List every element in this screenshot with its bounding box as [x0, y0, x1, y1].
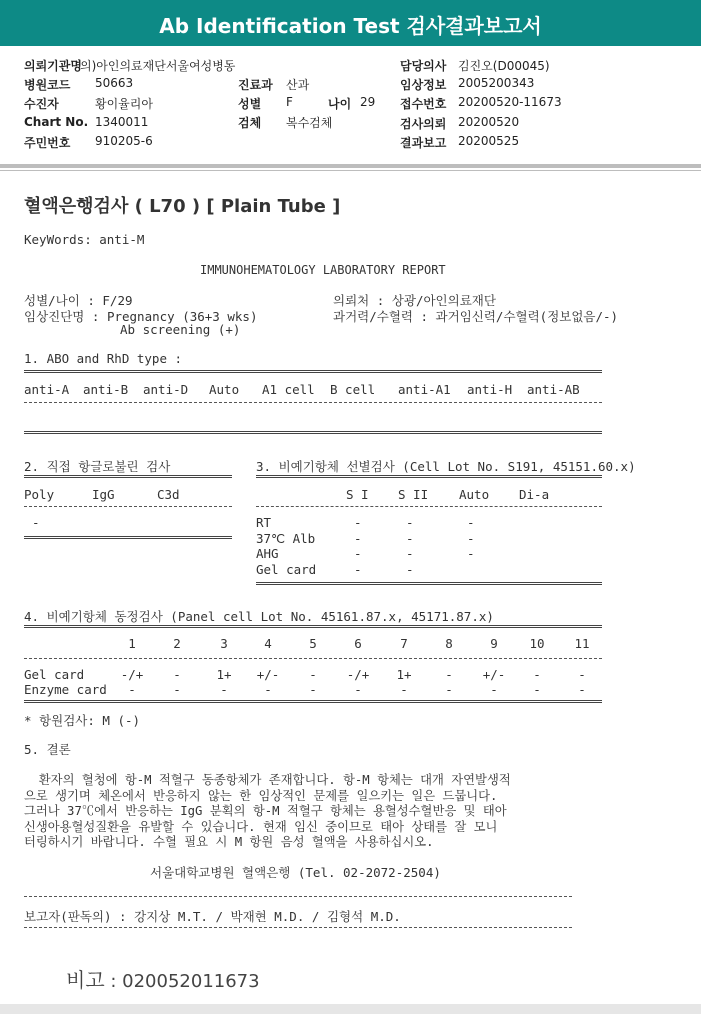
antigen-test: * 항원검사: M (-)	[24, 713, 141, 728]
value-clinical-info: 2005200343	[458, 76, 535, 90]
screen-cell: -	[406, 531, 414, 546]
panel-result-cell: -	[128, 682, 136, 697]
value-physician: 김진오(D00045)	[458, 59, 550, 73]
screen-header-s1: S I	[346, 487, 369, 502]
screen-header-s2: S II	[398, 487, 429, 502]
panel-result-cell: -/+	[346, 667, 370, 682]
label-age: 나이	[328, 97, 352, 111]
panel-result-cell: -	[533, 667, 541, 682]
value-resident-number: 910205-6	[95, 134, 153, 148]
report-title-bar	[0, 0, 701, 46]
panel-result-cell: -	[445, 667, 453, 682]
dat-rule-mid	[24, 506, 232, 507]
screen-cell: -	[354, 515, 362, 530]
panel-rule-top	[24, 625, 602, 628]
abo-header-anti-d: anti-D	[143, 382, 189, 397]
conclusion-line: 터링하시기 바랍니다. 수혈 필요 시 M 항원 음성 혈액을 사용하십시오.	[24, 835, 434, 849]
screen-section-title: 3. 비예기항체 선별검사 (Cell Lot No. S191, 45151.60.x)	[256, 459, 636, 474]
panel-result-cell: -	[400, 682, 408, 697]
report-title: Ab Identification Test 검사결과보고서	[159, 14, 542, 38]
panel-cell-number: 9	[490, 636, 498, 651]
value-test-request: 20200520	[458, 115, 520, 129]
panel-rule-bottom	[24, 700, 602, 703]
label-requesting-institution: 의뢰기관명	[24, 59, 82, 73]
hospital-blood-bank: 서울대학교병원 혈액은행 (Tel. 02-2072-2504)	[150, 865, 441, 880]
screen-cell: -	[354, 562, 362, 577]
screen-row-label: Gel card	[256, 562, 317, 577]
value-age: 29	[360, 95, 376, 109]
panel-rule-mid	[24, 658, 602, 659]
label-test-request: 검사의뢰	[400, 117, 447, 131]
value-chart-no: 1340011	[95, 115, 149, 129]
value-specimen: 복수검체	[286, 116, 333, 130]
abo-rule-top	[24, 370, 602, 373]
panel-cell-number: 10	[529, 636, 545, 651]
dat-header-poly: Poly	[24, 487, 55, 502]
memo: 비고 : 020052011673	[66, 968, 260, 992]
panel-cell-number: 8	[445, 636, 453, 651]
panel-cell-number: 11	[574, 636, 590, 651]
reporter-rule-top	[24, 896, 572, 897]
conclusion-line: 신생아용혈성질환을 유발할 수 있습니다. 현재 임신 중이므로 태아 상태를 잘 모니	[24, 820, 498, 834]
abo-header-anti-h: anti-H	[467, 382, 513, 397]
reporter: 보고자(판독의) : 강지상 M.T. / 박재현 M.D. / 김형석 M.D.	[24, 909, 401, 924]
panel-result-cell: +/-	[482, 667, 506, 682]
conclusion-line: 그러나 37℃에서 반응하는 IgG 분획의 항-M 적혈구 항체는 용혈성수혈반응 및 태아	[24, 804, 507, 818]
screen-cell: -	[467, 546, 475, 561]
panel-result-cell: -	[173, 667, 181, 682]
screen-row-label: 37℃ Alb	[256, 531, 316, 546]
footer-band	[0, 1004, 701, 1014]
screen-cell: -	[406, 515, 414, 530]
screen-row-label: AHG	[256, 546, 279, 561]
lab-report-title: IMMUNOHEMATOLOGY LABORATORY REPORT	[200, 263, 446, 277]
label-receipt-number: 접수번호	[400, 97, 447, 111]
abo-header-anti-b: anti-B	[83, 382, 129, 397]
screen-rule-mid	[256, 506, 602, 507]
screen-rule-top	[256, 475, 602, 478]
memo-value: 020052011673	[122, 971, 260, 992]
panel-result-cell: 1+	[396, 667, 412, 682]
value-requesting-institution: 의)아인의료재단서울여성병동	[80, 59, 236, 73]
clinical-diagnosis-cont: Ab screening (+)	[120, 322, 241, 337]
screen-cell: -	[406, 562, 414, 577]
header-separator	[0, 164, 701, 168]
value-sex: F	[286, 95, 293, 109]
label-department: 진료과	[238, 78, 273, 92]
abo-rule-bottom	[24, 431, 602, 434]
dat-header-igg: IgG	[92, 487, 115, 502]
panel-cell-number: 4	[264, 636, 272, 651]
screen-rule-bottom	[256, 582, 602, 585]
value-result-report: 20200525	[458, 134, 520, 148]
value-receipt-number: 20200520-11673	[458, 95, 562, 109]
value-department: 산과	[286, 78, 310, 92]
screen-row-label: RT	[256, 515, 272, 530]
screen-cell: -	[467, 531, 475, 546]
panel-result-cell: -	[578, 682, 586, 697]
abo-header-a1-cell: A1 cell	[262, 382, 315, 397]
conclusion-title: 5. 결론	[24, 742, 71, 757]
sex-age: 성별/나이 : F/29	[24, 293, 133, 308]
panel-result-cell: -/+	[120, 667, 144, 682]
conclusion-line: 으로 생기며 체온에서 반응하지 않는 한 임상적인 문제를 일으키는 일은 드뭅니다.	[24, 789, 498, 803]
requester: 의뢰처 : 상광/아인의료재단	[333, 293, 496, 308]
panel-section-title: 4. 비예기항체 동정검사 (Panel cell Lot No. 45161.87.x, 45171.87.x)	[24, 609, 494, 624]
screen-header-auto: Auto	[459, 487, 490, 502]
label-clinical-info: 임상정보	[400, 78, 447, 92]
reporter-rule-bottom	[24, 927, 572, 928]
panel-result-cell: -	[490, 682, 498, 697]
label-result-report: 결과보고	[400, 136, 447, 150]
memo-label: 비고	[66, 968, 105, 992]
clinical-diagnosis: 임상진단명 : Pregnancy (36+3 wks)	[24, 309, 258, 324]
abo-header-anti-a: anti-A	[24, 382, 70, 397]
panel-result-cell: -	[533, 682, 541, 697]
keywords: KeyWords: anti-M	[24, 232, 145, 247]
panel-result-cell: -	[220, 682, 228, 697]
panel-result-cell: -	[578, 667, 586, 682]
label-sex: 성별	[238, 97, 262, 111]
screen-cell: -	[406, 546, 414, 561]
abo-header-auto: Auto	[209, 382, 240, 397]
screen-cell: -	[467, 515, 475, 530]
label-physician: 담당의사	[400, 59, 447, 73]
abo-section-title: 1. ABO and RhD type :	[24, 351, 183, 366]
panel-result-cell: -	[264, 682, 272, 697]
dat-value-poly: -	[32, 515, 40, 530]
abo-header-anti-ab: anti-AB	[527, 382, 580, 397]
dat-section-title: 2. 직접 항글로불린 검사	[24, 459, 171, 474]
value-patient-name: 황이율리아	[95, 97, 153, 111]
panel-result-cell: -	[309, 667, 317, 682]
label-patient-name: 수진자	[24, 97, 59, 111]
panel-result-cell: +/-	[256, 667, 280, 682]
label-chart-no: Chart No.	[24, 115, 89, 129]
label-specimen: 검체	[238, 116, 262, 130]
dat-rule-bottom	[24, 536, 232, 539]
section-title: 혈액은행검사 ( L70 ) [ Plain Tube ]	[24, 196, 341, 217]
panel-cell-number: 3	[220, 636, 228, 651]
panel-result-cell: -	[309, 682, 317, 697]
label-resident-number: 주민번호	[24, 136, 71, 150]
panel-result-cell: -	[445, 682, 453, 697]
panel-cell-number: 5	[309, 636, 317, 651]
screen-header-di-a: Di-a	[519, 487, 550, 502]
abo-header-anti-a1: anti-A1	[398, 382, 451, 397]
dat-header-c3d: C3d	[157, 487, 180, 502]
panel-row-gel-label: Gel card	[24, 667, 85, 682]
panel-result-cell: 1+	[216, 667, 232, 682]
header-separator-line	[0, 170, 701, 171]
abo-rule-mid	[24, 402, 602, 403]
panel-cell-number: 2	[173, 636, 181, 651]
panel-result-cell: -	[354, 682, 362, 697]
panel-cell-number: 7	[400, 636, 408, 651]
abo-header-b-cell: B cell	[330, 382, 376, 397]
screen-cell: -	[354, 546, 362, 561]
conclusion-line: 환자의 혈청에 항-M 적혈구 동종항체가 존재합니다. 항-M 항체는 대개 자연발생적	[24, 773, 511, 787]
screen-cell: -	[354, 531, 362, 546]
value-hospital-code: 50663	[95, 76, 134, 90]
panel-cell-number: 6	[354, 636, 362, 651]
panel-cell-number: 1	[128, 636, 136, 651]
panel-row-enzyme-label: Enzyme card	[24, 682, 107, 697]
dat-rule-top	[24, 475, 232, 478]
panel-result-cell: -	[173, 682, 181, 697]
label-hospital-code: 병원코드	[24, 78, 71, 92]
transfusion-history: 과거력/수혈력 : 과거임신력/수혈력(정보없음/-)	[333, 309, 619, 324]
